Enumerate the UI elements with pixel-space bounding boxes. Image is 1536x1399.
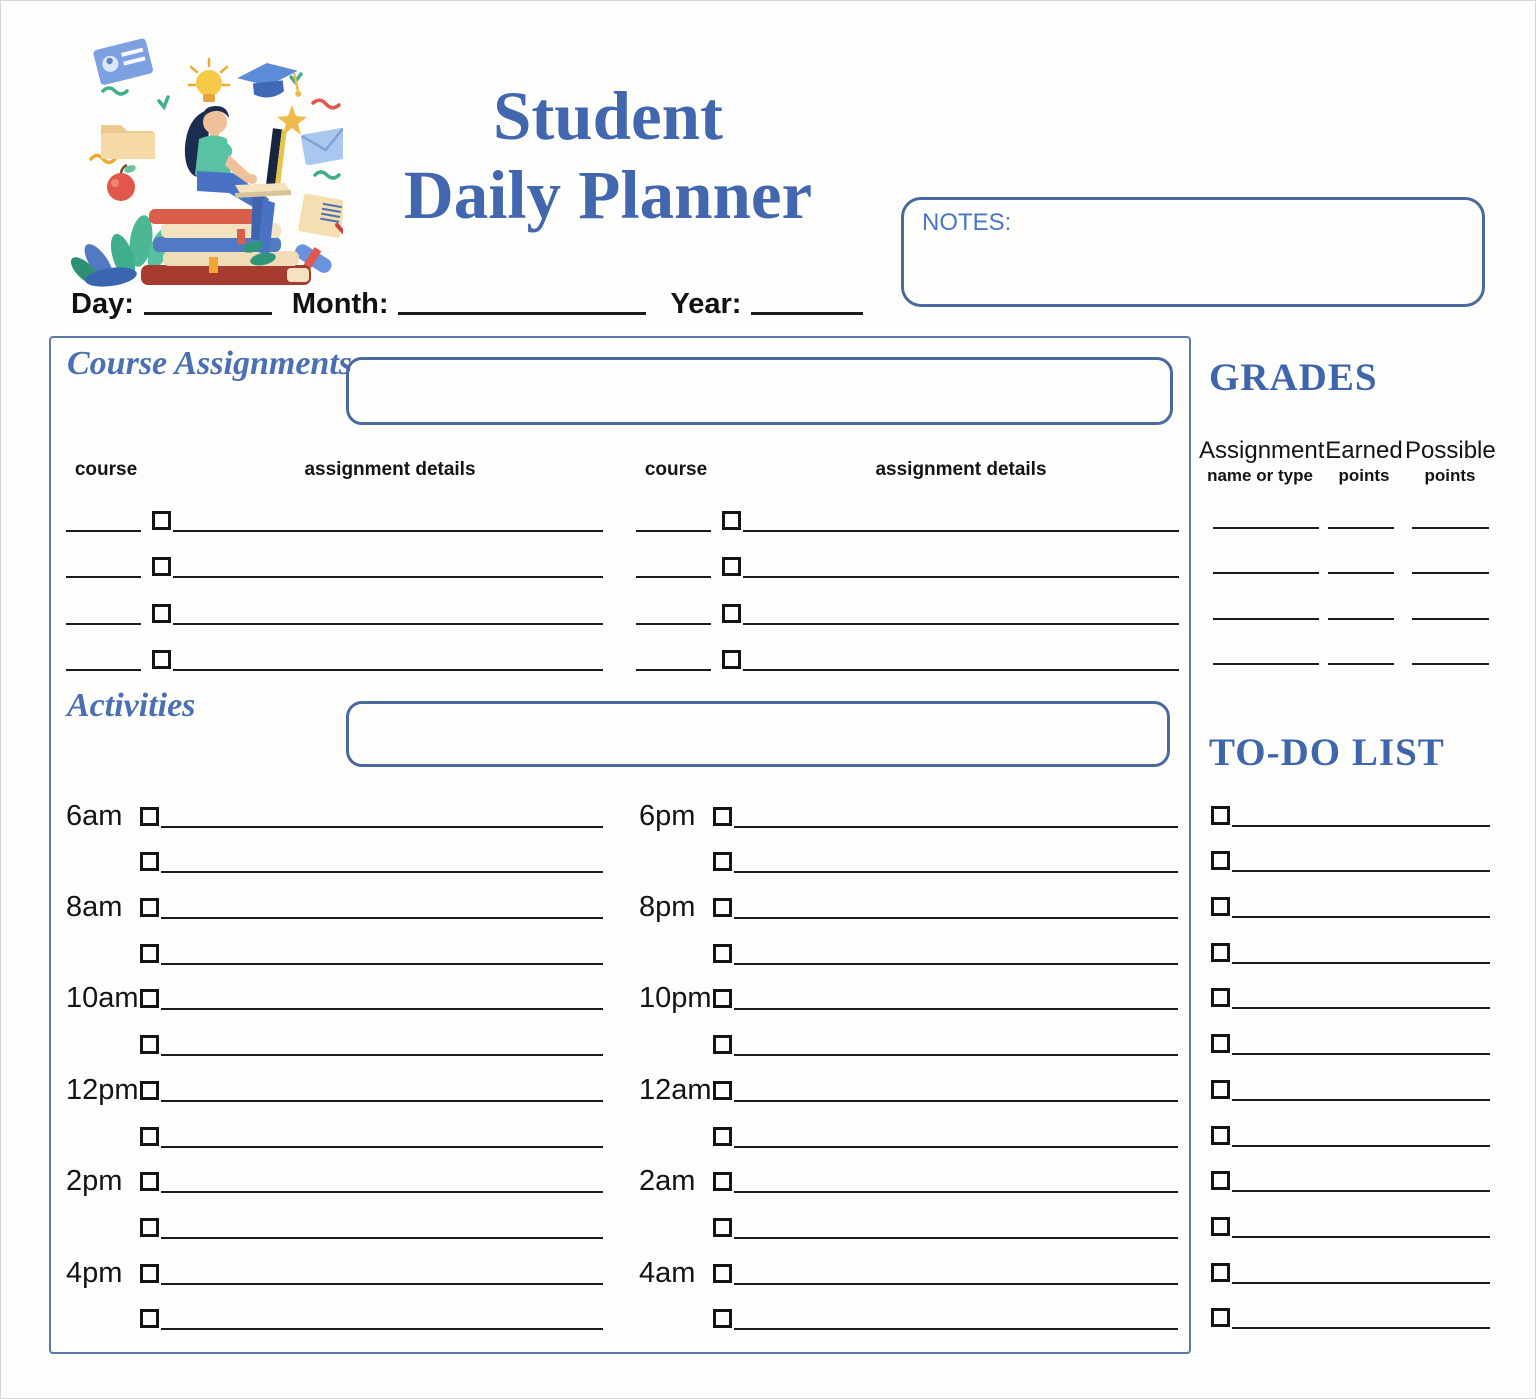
activity-input-line[interactable] — [734, 957, 1178, 965]
folder-icon — [101, 125, 155, 159]
activity-checkbox[interactable] — [713, 898, 732, 917]
activity-row — [66, 1153, 603, 1199]
assignment-details-line[interactable] — [743, 570, 1179, 578]
assignment-checkbox[interactable] — [152, 511, 171, 530]
todo-item-row — [1211, 923, 1490, 969]
assignment-details-line[interactable] — [173, 663, 603, 671]
page-title — [353, 77, 863, 235]
activity-checkbox[interactable] — [140, 944, 159, 963]
squiggle-icon — [313, 100, 339, 108]
student-illustration — [41, 19, 343, 291]
course-input-line[interactable] — [66, 524, 141, 532]
activity-row — [639, 833, 1178, 879]
activity-checkbox[interactable] — [140, 852, 159, 871]
activity-row — [66, 1198, 603, 1244]
grade-earned-line[interactable] — [1328, 657, 1394, 665]
activity-row — [639, 1107, 1178, 1153]
activity-input-line[interactable] — [161, 1322, 603, 1330]
apple-icon — [107, 164, 137, 201]
assignment-details-line[interactable] — [173, 617, 603, 625]
grades-earned-column-header: Earned points — [1325, 437, 1403, 485]
activity-row — [639, 787, 1178, 833]
assignment-details-column-header: assignment details — [875, 459, 1047, 480]
time-label: 2pm — [66, 1165, 123, 1198]
todo-checkbox[interactable] — [1211, 1308, 1230, 1327]
todo-input-line[interactable] — [1232, 910, 1490, 918]
lightbulb-icon — [189, 59, 229, 102]
todo-input-line[interactable] — [1232, 956, 1490, 964]
course-assignment-row — [636, 631, 1179, 677]
page-title-line1: Student — [492, 78, 724, 154]
todo-checkbox[interactable] — [1211, 1126, 1230, 1145]
activity-row — [66, 1244, 603, 1290]
activity-checkbox[interactable] — [140, 1218, 159, 1237]
activity-checkbox[interactable] — [713, 1081, 732, 1100]
assignment-checkbox[interactable] — [722, 557, 741, 576]
time-label: 10am — [66, 982, 139, 1015]
activity-row — [639, 878, 1178, 924]
activity-checkbox[interactable] — [713, 1309, 732, 1328]
course-input-line[interactable] — [66, 663, 141, 671]
todo-input-line[interactable] — [1232, 1230, 1490, 1238]
activity-input-line[interactable] — [734, 865, 1178, 873]
activity-checkbox[interactable] — [140, 1264, 159, 1283]
todo-input-line[interactable] — [1232, 1093, 1490, 1101]
activity-checkbox[interactable] — [713, 852, 732, 871]
activity-input-line[interactable] — [161, 1231, 603, 1239]
activity-checkbox[interactable] — [713, 1127, 732, 1146]
activity-input-line[interactable] — [161, 1185, 603, 1193]
activity-checkbox[interactable] — [713, 1035, 732, 1054]
course-assignments-heading: Course Assignments — [67, 345, 352, 382]
grade-assignment-line[interactable] — [1213, 612, 1319, 620]
day-input-line[interactable] — [144, 304, 272, 315]
todo-input-line[interactable] — [1232, 1276, 1490, 1284]
activity-checkbox[interactable] — [713, 944, 732, 963]
note-paper-icon — [298, 193, 343, 238]
activity-checkbox[interactable] — [140, 807, 159, 826]
course-assignment-row — [66, 538, 603, 584]
todo-item-row — [1211, 1106, 1490, 1152]
activity-input-line[interactable] — [734, 1048, 1178, 1056]
time-label: 8pm — [639, 891, 696, 924]
course-assignment-row — [636, 584, 1179, 630]
todo-checkbox[interactable] — [1211, 1080, 1230, 1099]
time-label: 6am — [66, 799, 123, 832]
course-assignment-row — [636, 538, 1179, 584]
activity-input-line[interactable] — [161, 957, 603, 965]
course-input-line[interactable] — [66, 617, 141, 625]
activity-checkbox[interactable] — [713, 807, 732, 826]
activity-input-line[interactable] — [734, 1277, 1178, 1285]
activity-input-line[interactable] — [161, 1277, 603, 1285]
activity-row — [66, 1015, 603, 1061]
activity-row — [66, 878, 603, 924]
course-assignment-row — [66, 492, 603, 538]
activity-checkbox[interactable] — [713, 1264, 732, 1283]
assignment-details-line[interactable] — [173, 524, 603, 532]
assignment-details-line[interactable] — [743, 524, 1179, 532]
squiggle-icon — [103, 88, 127, 94]
activity-input-line[interactable] — [161, 865, 603, 873]
course-column-header: course — [644, 459, 708, 480]
grade-possible-line[interactable] — [1412, 566, 1489, 574]
assignment-details-column-header: assignment details — [304, 459, 476, 480]
grade-row — [1213, 620, 1489, 666]
grade-possible-line[interactable] — [1412, 521, 1489, 529]
assignment-checkbox[interactable] — [722, 511, 741, 530]
course-input-line[interactable] — [636, 617, 711, 625]
grade-row — [1213, 574, 1489, 620]
activities-column-left — [66, 787, 603, 1335]
grade-possible-line[interactable] — [1412, 657, 1489, 665]
todo-checkbox[interactable] — [1211, 1034, 1230, 1053]
grade-possible-line[interactable] — [1412, 612, 1489, 620]
grade-assignment-line[interactable] — [1213, 521, 1319, 529]
assignment-details-line[interactable] — [173, 570, 603, 578]
todo-item-row — [1211, 1289, 1490, 1335]
activity-checkbox[interactable] — [713, 989, 732, 1008]
activity-input-line[interactable] — [734, 1002, 1178, 1010]
activity-checkbox[interactable] — [713, 1218, 732, 1237]
activity-input-line[interactable] — [734, 1094, 1178, 1102]
activity-row — [639, 970, 1178, 1016]
activity-row — [66, 833, 603, 879]
activity-input-line[interactable] — [734, 911, 1178, 919]
todo-input-line[interactable] — [1232, 819, 1490, 827]
year-input-line[interactable] — [751, 304, 863, 315]
todo-item-row — [1211, 877, 1490, 923]
course-assignments-column-left — [66, 492, 603, 677]
todo-checkbox[interactable] — [1211, 1263, 1230, 1282]
todo-list-rows — [1211, 786, 1490, 1334]
squiggle-icon — [315, 172, 339, 178]
activity-checkbox[interactable] — [140, 989, 159, 1008]
notes-box[interactable] — [901, 197, 1485, 307]
check-icon — [159, 97, 168, 107]
course-assignment-row — [66, 631, 603, 677]
activity-row — [639, 924, 1178, 970]
time-label: 6pm — [639, 799, 696, 832]
todo-list-heading: TO-DO LIST — [1209, 731, 1445, 774]
activity-row — [639, 1290, 1178, 1336]
todo-item-row — [1211, 1197, 1490, 1243]
time-label: 4pm — [66, 1256, 123, 1289]
assignment-checkbox[interactable] — [152, 557, 171, 576]
activity-row — [639, 1015, 1178, 1061]
todo-input-line[interactable] — [1232, 864, 1490, 872]
activity-input-line[interactable] — [161, 1094, 603, 1102]
activity-input-line[interactable] — [734, 1140, 1178, 1148]
activity-checkbox[interactable] — [713, 1172, 732, 1191]
assignment-checkbox[interactable] — [722, 604, 741, 623]
activity-input-line[interactable] — [161, 1002, 603, 1010]
activity-row — [639, 1061, 1178, 1107]
time-label: 8am — [66, 891, 123, 924]
activity-row — [66, 970, 603, 1016]
course-input-line[interactable] — [636, 663, 711, 671]
course-input-line[interactable] — [636, 570, 711, 578]
todo-checkbox[interactable] — [1211, 1171, 1230, 1190]
activity-row — [66, 1061, 603, 1107]
activity-input-line[interactable] — [161, 911, 603, 919]
todo-item-row — [1211, 832, 1490, 878]
grades-assignment-column-header: Assignment name or type — [1199, 437, 1325, 485]
activity-row — [66, 787, 603, 833]
todo-item-row — [1211, 1060, 1490, 1106]
course-input-line[interactable] — [66, 570, 141, 578]
time-label: 12pm — [66, 1073, 139, 1106]
activity-checkbox[interactable] — [140, 1127, 159, 1146]
activity-checkbox[interactable] — [140, 1309, 159, 1328]
activity-input-line[interactable] — [734, 1231, 1178, 1239]
date-line — [71, 289, 863, 319]
graduation-cap-icon — [236, 60, 302, 103]
activity-input-line[interactable] — [161, 1140, 603, 1148]
time-label: 2am — [639, 1165, 696, 1198]
course-assignment-row — [636, 492, 1179, 538]
todo-input-line[interactable] — [1232, 1321, 1490, 1329]
assignment-details-line[interactable] — [743, 663, 1179, 671]
todo-item-row — [1211, 1152, 1490, 1198]
assignment-details-line[interactable] — [743, 617, 1179, 625]
time-label: 12am — [639, 1073, 712, 1106]
activity-row — [639, 1198, 1178, 1244]
todo-item-row — [1211, 786, 1490, 832]
day-label: Day: — [71, 288, 134, 320]
todo-checkbox[interactable] — [1211, 851, 1230, 870]
assignment-checkbox[interactable] — [152, 604, 171, 623]
notes-label: NOTES: — [922, 209, 1012, 236]
activity-input-line[interactable] — [734, 1322, 1178, 1330]
assignment-checkbox[interactable] — [722, 650, 741, 669]
page-title-line2: Daily Planner — [403, 157, 813, 233]
id-card-icon — [93, 38, 154, 86]
activity-checkbox[interactable] — [140, 898, 159, 917]
time-label: 4am — [639, 1256, 696, 1289]
activity-row — [66, 1290, 603, 1336]
course-input-line[interactable] — [636, 524, 711, 532]
activity-row — [66, 1107, 603, 1153]
todo-item-row — [1211, 969, 1490, 1015]
grades-heading: GRADES — [1209, 356, 1378, 399]
month-label: Month: — [291, 288, 389, 320]
activity-input-line[interactable] — [161, 1048, 603, 1056]
grade-assignment-line[interactable] — [1213, 657, 1319, 665]
activity-input-line[interactable] — [734, 1185, 1178, 1193]
grade-assignment-line[interactable] — [1213, 566, 1319, 574]
month-input-line[interactable] — [398, 304, 646, 315]
activity-checkbox[interactable] — [140, 1081, 159, 1100]
todo-checkbox[interactable] — [1211, 806, 1230, 825]
assignment-checkbox[interactable] — [152, 650, 171, 669]
todo-checkbox[interactable] — [1211, 1217, 1230, 1236]
todo-input-line[interactable] — [1232, 1139, 1490, 1147]
todo-input-line[interactable] — [1232, 1001, 1490, 1009]
envelope-icon — [301, 127, 343, 165]
activity-row — [66, 924, 603, 970]
course-assignments-column-right — [636, 492, 1179, 677]
grade-earned-line[interactable] — [1328, 612, 1394, 620]
todo-checkbox[interactable] — [1211, 943, 1230, 962]
course-column-header: course — [74, 459, 138, 480]
activity-input-line[interactable] — [161, 820, 603, 828]
course-assignment-row — [66, 584, 603, 630]
activity-checkbox[interactable] — [140, 1035, 159, 1054]
grade-earned-line[interactable] — [1328, 566, 1394, 574]
todo-input-line[interactable] — [1232, 1047, 1490, 1055]
time-label: 10pm — [639, 982, 712, 1015]
todo-item-row — [1211, 1243, 1490, 1289]
books-stack-icon — [141, 209, 311, 285]
activity-checkbox[interactable] — [140, 1172, 159, 1191]
activities-note-box[interactable] — [346, 701, 1170, 767]
grades-possible-column-header: Possible points — [1405, 437, 1496, 485]
todo-checkbox[interactable] — [1211, 897, 1230, 916]
grade-row — [1213, 483, 1489, 529]
course-assignments-note-box[interactable] — [346, 357, 1173, 425]
todo-checkbox[interactable] — [1211, 988, 1230, 1007]
activities-column-right — [639, 787, 1178, 1335]
todo-item-row — [1211, 1014, 1490, 1060]
grades-rows — [1213, 483, 1489, 665]
grade-earned-line[interactable] — [1328, 521, 1394, 529]
todo-input-line[interactable] — [1232, 1184, 1490, 1192]
activity-row — [639, 1153, 1178, 1199]
year-label: Year: — [670, 288, 742, 320]
activities-heading: Activities — [67, 687, 196, 724]
activity-row — [639, 1244, 1178, 1290]
grade-row — [1213, 529, 1489, 575]
activity-input-line[interactable] — [734, 820, 1178, 828]
